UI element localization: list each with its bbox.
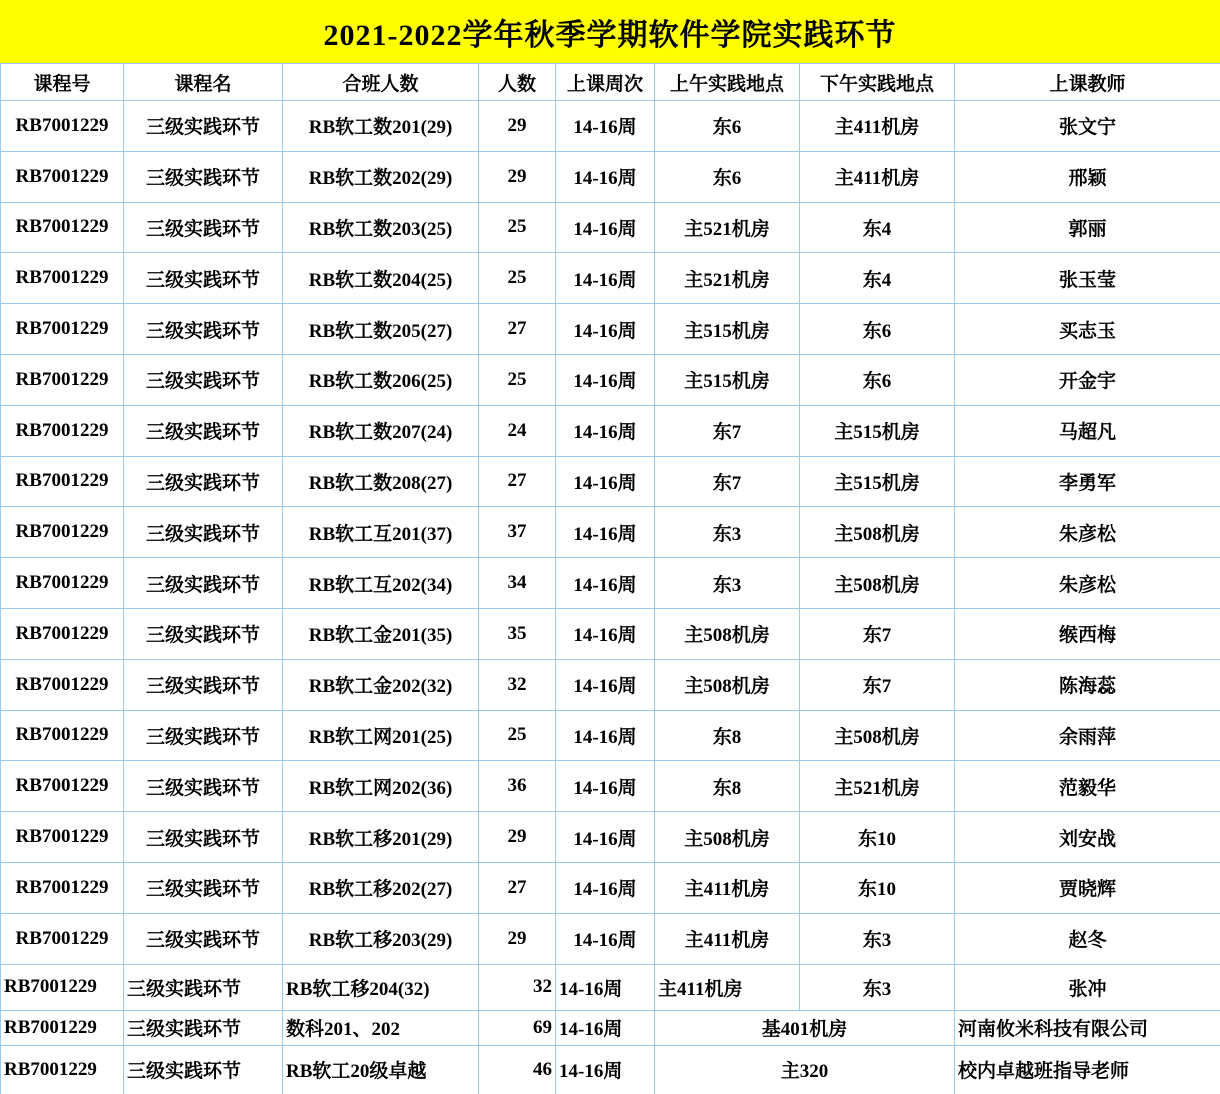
cell-course-no: RB7001229 (1, 507, 124, 558)
cell-morning-location: 东7 (655, 456, 800, 507)
cell-course-name: 三级实践环节 (124, 710, 283, 761)
cell-afternoon-location: 主508机房 (800, 507, 955, 558)
table-row (1, 761, 1220, 812)
cell-morning-location: 主411机房 (655, 913, 800, 964)
cell-morning-location: 东3 (655, 558, 800, 609)
cell-course-name: 三级实践环节 (124, 507, 283, 558)
cell-course-name: 三级实践环节 (124, 913, 283, 964)
cell-course-no: RB7001229 (1, 761, 124, 812)
cell-course-no: RB7001229 (1, 608, 124, 659)
cell-count: 27 (479, 304, 556, 355)
table-row (1, 253, 1220, 304)
cell-weeks: 14-16周 (556, 710, 655, 761)
cell-class-group: RB软工数207(24) (283, 405, 479, 456)
cell-teacher: 范毅华 (955, 761, 1220, 812)
page-title: 2021-2022学年秋季学期软件学院实践环节 (323, 18, 897, 52)
cell-weeks: 14-16周 (556, 354, 655, 405)
column-header-morning-location: 上午实践地点 (655, 64, 800, 101)
cell-course-name: 三级实践环节 (124, 761, 283, 812)
table-row (1, 1010, 1220, 1045)
table-row (1, 659, 1220, 710)
cell-count: 32 (479, 964, 556, 1010)
cell-class-group: RB软工数203(25) (283, 202, 479, 253)
column-header-weeks: 上课周次 (556, 64, 655, 101)
cell-course-no: RB7001229 (1, 253, 124, 304)
cell-course-name: 三级实践环节 (124, 659, 283, 710)
cell-course-no: RB7001229 (1, 1045, 124, 1094)
cell-weeks: 14-16周 (556, 1010, 655, 1045)
cell-class-group: RB软工数206(25) (283, 354, 479, 405)
cell-weeks: 14-16周 (556, 405, 655, 456)
cell-course-name: 三级实践环节 (124, 405, 283, 456)
cell-count: 29 (479, 812, 556, 863)
cell-course-no: RB7001229 (1, 659, 124, 710)
cell-class-group: RB软工移201(29) (283, 812, 479, 863)
cell-course-name: 三级实践环节 (124, 1045, 283, 1094)
cell-course-name: 三级实践环节 (124, 253, 283, 304)
table-row (1, 354, 1220, 405)
cell-course-no: RB7001229 (1, 202, 124, 253)
cell-morning-location: 主515机房 (655, 304, 800, 355)
cell-course-name: 三级实践环节 (124, 101, 283, 152)
cell-weeks: 14-16周 (556, 202, 655, 253)
cell-weeks: 14-16周 (556, 101, 655, 152)
cell-course-name: 三级实践环节 (124, 608, 283, 659)
cell-weeks: 14-16周 (556, 456, 655, 507)
cell-class-group: RB软工数202(29) (283, 151, 479, 202)
cell-class-group: RB软工20级卓越 (283, 1045, 479, 1094)
cell-afternoon-location: 东6 (800, 354, 955, 405)
cell-course-name: 三级实践环节 (124, 964, 283, 1010)
cell-course-name: 三级实践环节 (124, 558, 283, 609)
cell-course-name: 三级实践环节 (124, 862, 283, 913)
column-header-afternoon-location: 下午实践地点 (800, 64, 955, 101)
cell-course-name: 三级实践环节 (124, 202, 283, 253)
table-row (1, 558, 1220, 609)
cell-teacher: 邢颖 (955, 151, 1220, 202)
cell-weeks: 14-16周 (556, 608, 655, 659)
cell-morning-location: 主411机房 (655, 964, 800, 1010)
cell-teacher: 刘安战 (955, 812, 1220, 863)
cell-count: 27 (479, 456, 556, 507)
table-row (1, 1045, 1220, 1094)
cell-class-group: RB软工数204(25) (283, 253, 479, 304)
cell-teacher: 余雨萍 (955, 710, 1220, 761)
cell-afternoon-location: 东4 (800, 253, 955, 304)
table-body (1, 101, 1220, 1094)
table-row (1, 710, 1220, 761)
cell-course-name: 三级实践环节 (124, 812, 283, 863)
column-header-class-group: 合班人数 (283, 64, 479, 101)
cell-class-group: 数科201、202 (283, 1010, 479, 1045)
cell-teacher: 贾晓辉 (955, 862, 1220, 913)
cell-course-no: RB7001229 (1, 812, 124, 863)
cell-practice-location: 主320 (655, 1045, 955, 1094)
cell-practice-location: 基401机房 (655, 1010, 955, 1045)
cell-afternoon-location: 东6 (800, 304, 955, 355)
cell-count: 36 (479, 761, 556, 812)
cell-afternoon-location: 主521机房 (800, 761, 955, 812)
cell-teacher: 张文宁 (955, 101, 1220, 152)
cell-weeks: 14-16周 (556, 862, 655, 913)
cell-course-no: RB7001229 (1, 710, 124, 761)
cell-morning-location: 东6 (655, 151, 800, 202)
cell-teacher: 朱彦松 (955, 507, 1220, 558)
cell-teacher: 朱彦松 (955, 558, 1220, 609)
practice-table (0, 63, 1220, 1094)
cell-course-no: RB7001229 (1, 913, 124, 964)
cell-morning-location: 东6 (655, 101, 800, 152)
table-row (1, 862, 1220, 913)
cell-class-group: RB软工数201(29) (283, 101, 479, 152)
title-banner (0, 0, 1220, 63)
cell-afternoon-location: 东4 (800, 202, 955, 253)
table-row (1, 964, 1220, 1010)
cell-count: 35 (479, 608, 556, 659)
column-header-count: 人数 (479, 64, 556, 101)
cell-morning-location: 东3 (655, 507, 800, 558)
cell-course-name: 三级实践环节 (124, 304, 283, 355)
cell-course-no: RB7001229 (1, 862, 124, 913)
cell-count: 32 (479, 659, 556, 710)
column-header-teacher: 上课教师 (955, 64, 1220, 101)
cell-weeks: 14-16周 (556, 253, 655, 304)
cell-afternoon-location: 东10 (800, 812, 955, 863)
cell-afternoon-location: 主515机房 (800, 456, 955, 507)
cell-teacher: 买志玉 (955, 304, 1220, 355)
cell-count: 25 (479, 710, 556, 761)
cell-weeks: 14-16周 (556, 964, 655, 1010)
cell-morning-location: 主521机房 (655, 253, 800, 304)
cell-afternoon-location: 东3 (800, 913, 955, 964)
cell-course-no: RB7001229 (1, 405, 124, 456)
cell-class-group: RB软工移202(27) (283, 862, 479, 913)
cell-teacher: 缑西梅 (955, 608, 1220, 659)
cell-class-group: RB软工网202(36) (283, 761, 479, 812)
cell-count: 34 (479, 558, 556, 609)
cell-teacher: 河南攸米科技有限公司 (955, 1010, 1220, 1045)
cell-teacher: 张冲 (955, 964, 1220, 1010)
cell-class-group: RB软工数208(27) (283, 456, 479, 507)
cell-course-name: 三级实践环节 (124, 354, 283, 405)
table-row (1, 608, 1220, 659)
table-row (1, 304, 1220, 355)
cell-count: 29 (479, 151, 556, 202)
table-row (1, 456, 1220, 507)
cell-class-group: RB软工移203(29) (283, 913, 479, 964)
cell-weeks: 14-16周 (556, 304, 655, 355)
cell-course-no: RB7001229 (1, 1010, 124, 1045)
cell-course-name: 三级实践环节 (124, 1010, 283, 1045)
cell-morning-location: 主521机房 (655, 202, 800, 253)
cell-count: 25 (479, 253, 556, 304)
cell-afternoon-location: 主411机房 (800, 101, 955, 152)
table-row (1, 151, 1220, 202)
cell-afternoon-location: 主411机房 (800, 151, 955, 202)
cell-course-name: 三级实践环节 (124, 456, 283, 507)
cell-course-name: 三级实践环节 (124, 151, 283, 202)
cell-teacher: 李勇军 (955, 456, 1220, 507)
cell-count: 29 (479, 913, 556, 964)
cell-class-group: RB软工金201(35) (283, 608, 479, 659)
column-header-course-name: 课程名 (124, 64, 283, 101)
cell-afternoon-location: 主515机房 (800, 405, 955, 456)
cell-course-no: RB7001229 (1, 964, 124, 1010)
cell-class-group: RB软工数205(27) (283, 304, 479, 355)
cell-course-no: RB7001229 (1, 456, 124, 507)
cell-morning-location: 东8 (655, 761, 800, 812)
cell-count: 27 (479, 862, 556, 913)
table-row (1, 507, 1220, 558)
cell-weeks: 14-16周 (556, 1045, 655, 1094)
cell-morning-location: 主508机房 (655, 659, 800, 710)
cell-teacher: 校内卓越班指导老师 (955, 1045, 1220, 1094)
table-row (1, 202, 1220, 253)
cell-teacher: 马超凡 (955, 405, 1220, 456)
cell-weeks: 14-16周 (556, 151, 655, 202)
cell-class-group: RB软工金202(32) (283, 659, 479, 710)
cell-count: 37 (479, 507, 556, 558)
cell-teacher: 陈海蕊 (955, 659, 1220, 710)
cell-weeks: 14-16周 (556, 812, 655, 863)
cell-morning-location: 东7 (655, 405, 800, 456)
column-header-course-no: 课程号 (1, 64, 124, 101)
cell-course-no: RB7001229 (1, 558, 124, 609)
table-row (1, 913, 1220, 964)
cell-weeks: 14-16周 (556, 659, 655, 710)
cell-morning-location: 主508机房 (655, 812, 800, 863)
cell-course-no: RB7001229 (1, 354, 124, 405)
header-row (1, 64, 1220, 101)
cell-afternoon-location: 东7 (800, 659, 955, 710)
cell-count: 29 (479, 101, 556, 152)
cell-afternoon-location: 东7 (800, 608, 955, 659)
cell-course-no: RB7001229 (1, 101, 124, 152)
cell-afternoon-location: 东10 (800, 862, 955, 913)
cell-course-no: RB7001229 (1, 304, 124, 355)
table-row (1, 812, 1220, 863)
cell-count: 25 (479, 354, 556, 405)
cell-count: 46 (479, 1045, 556, 1094)
cell-count: 24 (479, 405, 556, 456)
cell-weeks: 14-16周 (556, 913, 655, 964)
cell-morning-location: 主411机房 (655, 862, 800, 913)
cell-morning-location: 主508机房 (655, 608, 800, 659)
cell-morning-location: 东8 (655, 710, 800, 761)
cell-course-no: RB7001229 (1, 151, 124, 202)
cell-count: 69 (479, 1010, 556, 1045)
cell-class-group: RB软工互202(34) (283, 558, 479, 609)
cell-class-group: RB软工网201(25) (283, 710, 479, 761)
cell-weeks: 14-16周 (556, 507, 655, 558)
cell-count: 25 (479, 202, 556, 253)
cell-teacher: 开金宇 (955, 354, 1220, 405)
cell-weeks: 14-16周 (556, 761, 655, 812)
cell-class-group: RB软工移204(32) (283, 964, 479, 1010)
table-row (1, 405, 1220, 456)
cell-morning-location: 主515机房 (655, 354, 800, 405)
cell-afternoon-location: 主508机房 (800, 710, 955, 761)
cell-teacher: 郭丽 (955, 202, 1220, 253)
cell-weeks: 14-16周 (556, 558, 655, 609)
cell-afternoon-location: 主508机房 (800, 558, 955, 609)
table-row (1, 101, 1220, 152)
cell-teacher: 赵冬 (955, 913, 1220, 964)
cell-afternoon-location: 东3 (800, 964, 955, 1010)
cell-teacher: 张玉莹 (955, 253, 1220, 304)
cell-class-group: RB软工互201(37) (283, 507, 479, 558)
